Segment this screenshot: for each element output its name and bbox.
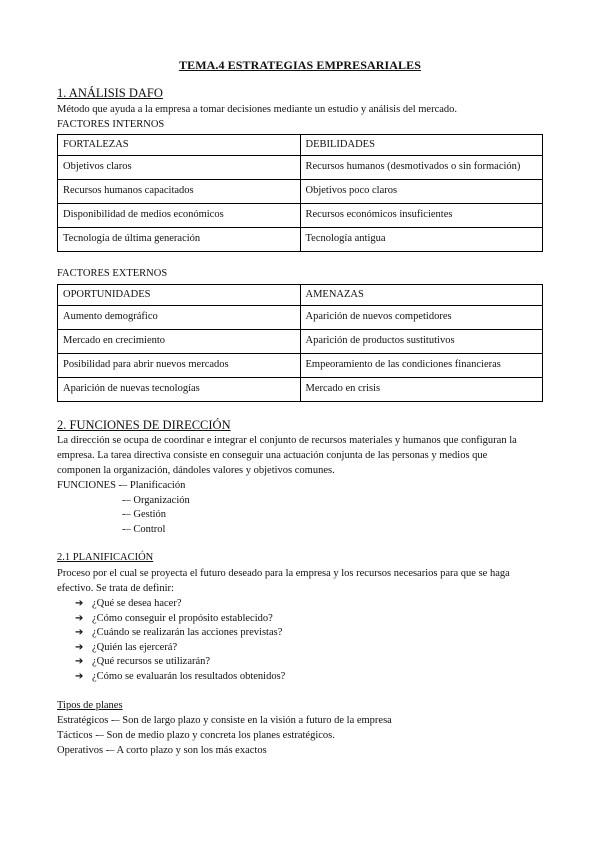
funciones-list-item: FUNCIONES -– Planificación — [57, 480, 186, 491]
funciones-list-item: -– Organización — [122, 495, 190, 506]
table-cell: Recursos humanos (desmotivados o sin formación) — [300, 156, 543, 180]
arrow-right-icon: ➔ — [75, 670, 84, 682]
list-item: ➔ ¿Cuándo se realizarán las acciones previstas? — [75, 626, 285, 641]
table-cell: Tecnología antigua — [300, 228, 543, 252]
funciones-paragraph-line: componen la organización, dándoles valores y objetivos comunes. — [57, 465, 335, 476]
arrow-right-icon: ➔ — [75, 656, 84, 667]
table-header-row — [58, 135, 543, 156]
table-cell: Mercado en crecimiento — [58, 330, 301, 354]
list-item: ➔ ¿Qué recursos se utilizarán? — [75, 655, 285, 670]
table-row — [58, 228, 543, 252]
arrow-right-icon: ➔ — [75, 641, 84, 653]
questions-list — [75, 597, 285, 684]
arrow-right-icon: ➔ — [75, 598, 84, 609]
list-item: ➔ ¿Quién las ejercerá? — [75, 641, 285, 656]
table-cell: Aparición de nuevos competidores — [300, 306, 543, 330]
factores-externos-table — [57, 284, 543, 402]
factores-internos-label: FACTORES INTERNOS — [57, 119, 165, 130]
table-header-cell: OPORTUNIDADES — [58, 285, 301, 306]
table-cell: Disponibilidad de medios económicos — [58, 204, 301, 228]
table-cell: Tecnología de última generación — [58, 228, 301, 252]
table-cell: Recursos económicos insuficientes — [300, 204, 543, 228]
table-header-row — [58, 285, 543, 306]
table-cell: Posibilidad para abrir nuevos mercados — [58, 354, 301, 378]
table-header-cell: FORTALEZAS — [58, 135, 301, 156]
table-cell: Aumento demográfico — [58, 306, 301, 330]
table-row — [58, 306, 543, 330]
tipo-plan-line: Tácticos -– Son de medio plazo y concreta los planes estratégicos. — [57, 730, 335, 741]
table-row — [58, 330, 543, 354]
section-heading-dafo: 1. ANÁLISIS DAFO — [57, 86, 163, 100]
arrow-right-icon: ➔ — [75, 627, 84, 638]
table-cell: Mercado en crisis — [300, 378, 543, 402]
planificacion-paragraph-line: efectivo. Se trata de definir: — [57, 583, 174, 594]
table-cell: Aparición de productos sustitutivos — [300, 330, 543, 354]
table-cell: Aparición de nuevas tecnologías — [58, 378, 301, 402]
funciones-paragraph-line: La dirección se ocupa de coordinar e integrar el conjunto de recursos materiales y humanos que configuran la — [57, 435, 517, 446]
factores-internos-table — [57, 134, 543, 252]
funciones-list-item: -– Gestión — [122, 509, 167, 520]
table-row — [58, 378, 543, 402]
table-cell: Objetivos claros — [58, 156, 301, 180]
funciones-list-item: -– Control — [122, 524, 166, 535]
list-item: ➔ ¿Cómo conseguir el propósito establecido? — [75, 612, 285, 627]
list-item: ➔ ¿Cómo se evaluarán los resultados obtenidos? — [75, 670, 285, 685]
tipo-plan-line: Operativos -– A corto plazo y son los más exactos — [57, 745, 267, 756]
planificacion-paragraph-line: Proceso por el cual se proyecta el futuro deseado para la empresa y los recursos necesarios para que se haga — [57, 568, 510, 579]
table-cell: Recursos humanos capacitados — [58, 180, 301, 204]
dafo-intro: Método que ayuda a la empresa a tomar decisiones mediante un estudio y análisis del mercado. — [57, 104, 458, 115]
funciones-paragraph-line: empresa. La tarea directiva consiste en conseguir una actuación conjunta de las personas y medios que — [57, 450, 488, 461]
table-row — [58, 180, 543, 204]
factores-externos-label: FACTORES EXTERNOS — [57, 268, 168, 279]
list-item: ➔ ¿Qué se desea hacer? — [75, 597, 285, 612]
tipo-plan-line: Estratégicos -– Son de largo plazo y consiste en la visión a futuro de la empresa — [57, 715, 392, 726]
table-header-cell: DEBILIDADES — [300, 135, 543, 156]
table-row — [58, 204, 543, 228]
section-heading-funciones: 2. FUNCIONES DE DIRECCIÓN — [57, 418, 231, 432]
section-heading-planificacion: 2.1 PLANIFICACIÓN — [57, 552, 154, 563]
table-cell: Objetivos poco claros — [300, 180, 543, 204]
tipos-planes-heading: Tipos de planes — [57, 700, 123, 711]
table-cell: Empeoramiento de las condiciones financieras — [300, 354, 543, 378]
table-row — [58, 156, 543, 180]
arrow-right-icon: ➔ — [75, 612, 84, 624]
page-title: TEMA.4 ESTRATEGIAS EMPRESARIALES — [178, 58, 422, 72]
table-row — [58, 354, 543, 378]
table-header-cell: AMENAZAS — [300, 285, 543, 306]
